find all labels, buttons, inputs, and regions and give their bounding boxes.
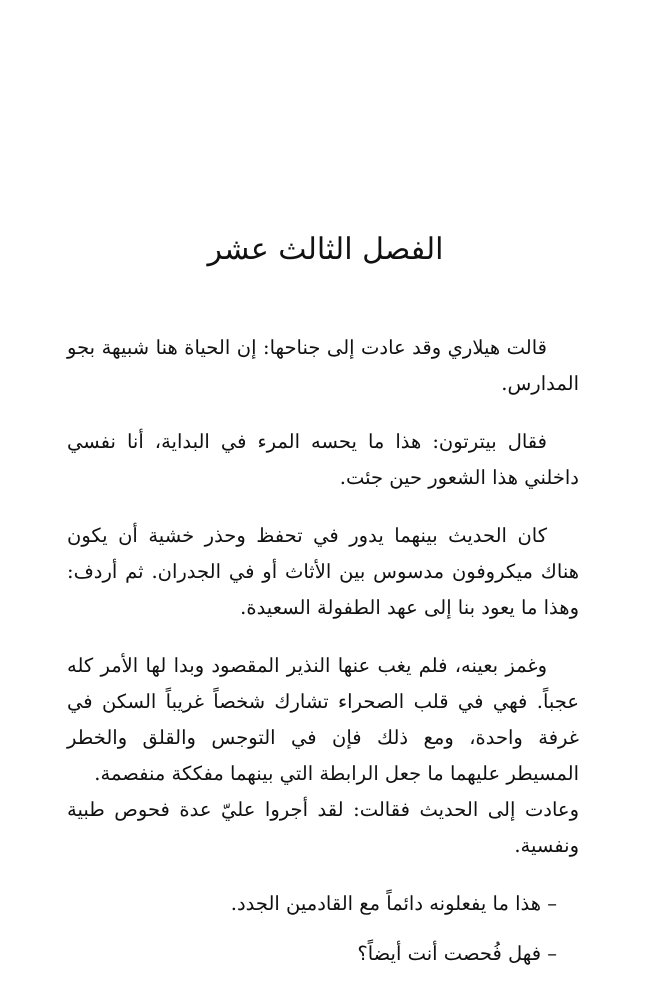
dialogue-line-2: – فهل فُحصت أنت أيضاً؟ — [357, 942, 557, 965]
paragraph-5: وعادت إلى الحديث فقالت: لقد أجروا عليّ عدة فحوص طبية ونفسية. — [67, 798, 579, 857]
paragraph-3: كان الحديث بينهما يدور في تحفظ وحذر خشية أن يكون هناك ميكروفون مدسوس بين الأثاث أو في الجدران. ثم أردف: وهذا ما يعود بنا إلى عهد الطفولة السعيدة. — [67, 524, 579, 619]
paragraph-2: فقال بيترتون: هذا ما يحسه المرء في البداية، أنا نفسي داخلني هذا الشعور حين جئت. — [67, 430, 579, 489]
dialogue-line-1: – هذا ما يفعلونه دائماً مع القادمين الجدد. — [230, 892, 557, 915]
chapter-title: الفصل الثالث عشر — [207, 232, 444, 267]
paragraph-4: وغمز بعينه، فلم يغب عنها النذير المقصود وبدا لها الأمر كله عجباً. فهي في قلب الصحراء تشارك شخصاً غريباً السكن في غرفة واحدة، ومع ذلك فإن في التوجس والقلق والخطر المسيطر عليهما ما جعل الرابطة التي بينهما مفككة منفصمة. — [67, 654, 579, 785]
chapter-body — [67, 330, 579, 986]
paragraph-1: قالت هيلاري وقد عادت إلى جناحها: إن الحياة هنا شبيهة بجو المدارس. — [67, 336, 579, 395]
